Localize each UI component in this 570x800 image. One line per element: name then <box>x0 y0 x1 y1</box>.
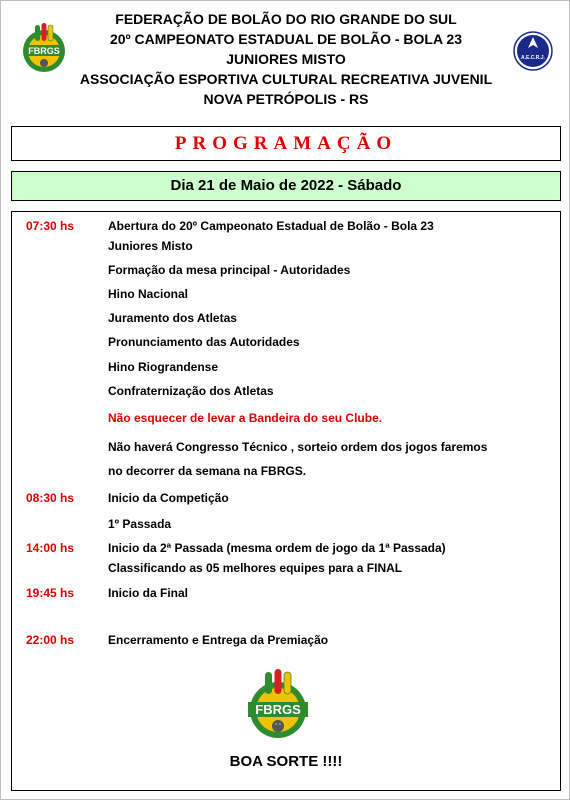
fbrgs-logo-bottom <box>243 666 313 744</box>
schedule-text: no decorrer da semana na FBRGS. <box>108 464 307 478</box>
programacao-title: PROGRAMAÇÃO <box>174 133 398 154</box>
seal-lettering: A.E.C.R.J. <box>521 55 545 61</box>
document-header <box>11 9 561 121</box>
schedule-text: Inicio da 2ª Passada (mesma ordem de jogo da 1ª Passada) <box>108 541 446 555</box>
schedule-text: Inicio da Final <box>108 586 189 600</box>
schedule-text: Juniores Misto <box>108 239 193 253</box>
logo-lettering: FBRGS <box>28 46 60 56</box>
schedule-text: Inicio da Competição <box>108 491 229 505</box>
schedule-text: Abertura do 20º Campeonato Estadual de Bolão - Bola 23 <box>108 219 434 233</box>
programacao-banner <box>11 126 561 161</box>
schedule-time: 22:00 hs <box>26 633 75 647</box>
schedule-text: Confraternização dos Atletas <box>108 384 274 398</box>
schedule-text: Encerramento e Entrega da Premiação <box>108 633 329 647</box>
championship-title: 20º CAMPEONATO ESTADUAL DE BOLÃO - BOLA 23 <box>109 31 463 47</box>
event-date: Dia 21 de Maio de 2022 - Sábado <box>170 177 402 194</box>
host-association: ASSOCIAÇÃO ESPORTIVA CULTURAL RECREATIVA JUVENIL <box>79 71 493 87</box>
schedule-text: 1º Passada <box>108 517 172 531</box>
schedule-text: Juramento dos Atletas <box>108 311 237 325</box>
schedule-text: Formação da mesa principal - Autoridades <box>108 263 351 277</box>
host-city: NOVA PETRÓPOLIS - RS <box>203 91 369 107</box>
federation-name: FEDERAÇÃO DE BOLÃO DO RIO GRANDE DO SUL <box>115 11 457 27</box>
schedule-text: Classificando as 05 melhores equipes para a FINAL <box>108 561 403 575</box>
bottom-logo-lettering: FBRGS <box>255 702 301 717</box>
schedule-text: Pronunciamento das Autoridades <box>108 335 300 349</box>
schedule-text: Hino Riograndense <box>108 360 219 374</box>
fbrgs-logo-top <box>21 21 67 79</box>
schedule-time: 07:30 hs <box>26 219 75 233</box>
schedule-time: 08:30 hs <box>26 491 75 505</box>
schedule-time: 14:00 hs <box>26 541 75 555</box>
schedule-text: Hino Nacional <box>108 287 189 301</box>
header-text <box>11 9 561 109</box>
good-luck-text: BOA SORTE !!!! <box>229 753 343 770</box>
schedule-time: 19:45 hs <box>26 586 75 600</box>
schedule-text: Não haverá Congresso Técnico , sorteio ordem dos jogos faremos <box>108 440 488 454</box>
aecrj-seal <box>513 31 553 71</box>
flag-reminder: Não esquecer de levar a Bandeira do seu Clube. <box>108 411 383 425</box>
category-title: JUNIORES MISTO <box>226 51 346 67</box>
date-banner <box>11 171 561 201</box>
